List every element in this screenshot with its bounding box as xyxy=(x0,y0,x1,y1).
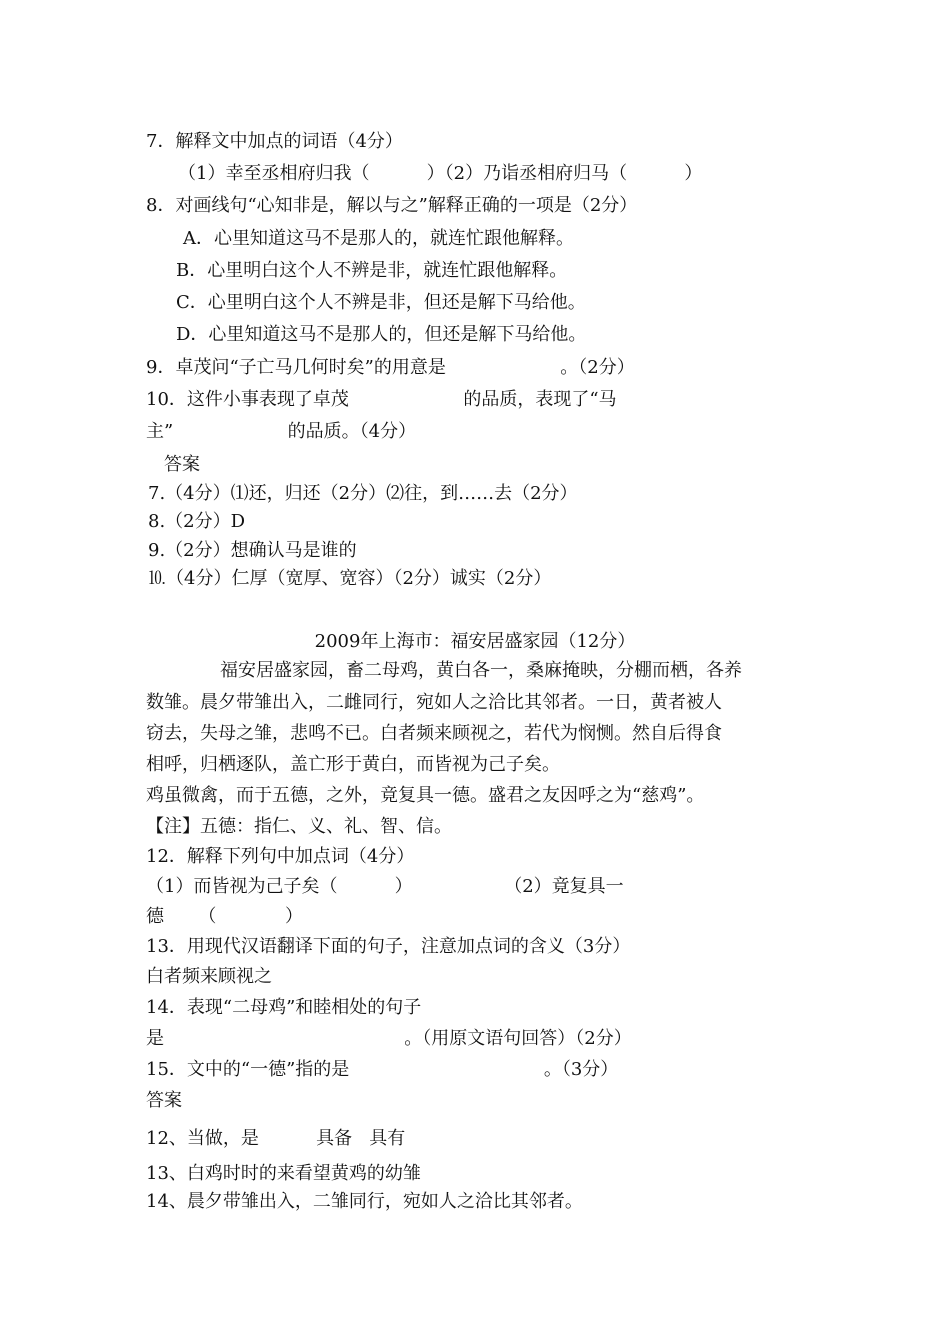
q12-line1: （1）而皆视为己子矣（ ） （2）竟复具一 xyxy=(146,876,624,897)
q10-line1: 10．这件小事表现了卓茂 的品质，表现了“马 xyxy=(146,389,617,410)
answers-label: 答案 xyxy=(146,1090,182,1111)
q12-title: 12．解释下列句中加点词（4分） xyxy=(146,846,415,867)
passage-line: 福安居盛家园，畜二母鸡，黄白各一，桑麻掩映，分棚而栖，各养 xyxy=(220,660,742,681)
q10-line2: 主” 的品质。（4分） xyxy=(146,421,417,442)
passage-line: 数雏。晨夕带雏出入，二雌同行，宛如人之洽比其邻者。一日，黄者被人 xyxy=(146,692,722,713)
q8-option-c: C．心里明白这个人不辨是非，但还是解下马给他。 xyxy=(176,292,586,313)
passage-line: 鸡虽微禽，而于五德，之外，竟复具一德。盛君之友因呼之为“慈鸡”。 xyxy=(146,785,705,806)
q12-line2: 德 （ ） xyxy=(146,906,303,927)
q14-title: 14．表现“二母鸡”和睦相处的句子 xyxy=(146,997,422,1018)
q8-option-a: A．心里知道这马不是那人的，就连忙跟他解释。 xyxy=(183,228,574,249)
q15-title: 15．文中的“一德”指的是 。（3分） xyxy=(146,1059,619,1080)
answers-label: 答案 xyxy=(164,454,200,475)
note-line: 【注】五德：指仁、义、礼、智、信。 xyxy=(146,816,452,837)
q14-line2: 是 。（用原文语句回答）（2分） xyxy=(146,1028,632,1049)
answer-line: ⒑（4分）仁厚（宽厚、宽容）（2分）诚实（2分） xyxy=(148,568,552,589)
q7-title: 7．解释文中加点的词语（4分） xyxy=(146,131,403,152)
answer-line: 12、当做，是 具备 具有 xyxy=(146,1128,406,1149)
q9-title: 9．卓茂问“子亡马几何时矣”的用意是 。（2分） xyxy=(146,357,635,378)
answer-line: 9.（2分）想确认马是谁的 xyxy=(148,540,357,561)
passage-line: 相呼，归栖逐队，盖亡形于黄白，而皆视为己子矣。 xyxy=(146,754,560,775)
q13-sentence: 白者频来顾视之 xyxy=(146,966,272,987)
answer-line: 14、晨夕带雏出入，二雏同行，宛如人之洽比其邻者。 xyxy=(146,1191,583,1212)
q8-title: 8．对画线句“心知非是，解以与之”解释正确的一项是（2分） xyxy=(146,195,638,216)
q7-items: （1）幸至丞相府归我（ ）（2）乃诣丞相府归马（ ） xyxy=(178,163,703,184)
q8-option-b: B．心里明白这个人不辨是非，就连忙跟他解释。 xyxy=(176,260,568,281)
passage-line: 窃去，失母之雏，悲鸣不已。白者频来顾视之，若代为悯恻。然自后得食 xyxy=(146,723,722,744)
answer-line: 13、白鸡时时的来看望黄鸡的幼雏 xyxy=(146,1163,421,1184)
q8-option-d: D．心里知道这马不是那人的，但还是解下马给他。 xyxy=(176,324,587,345)
answer-line: 8.（2分）D xyxy=(148,511,246,532)
answer-line: 7.（4分）⑴还，归还（2分）⑵往，到……去（2分） xyxy=(148,483,578,504)
q13-title: 13．用现代汉语翻译下面的句子，注意加点词的含义（3分） xyxy=(146,936,631,957)
passage-heading: 2009年上海市：福安居盛家园（12分） xyxy=(314,631,636,652)
